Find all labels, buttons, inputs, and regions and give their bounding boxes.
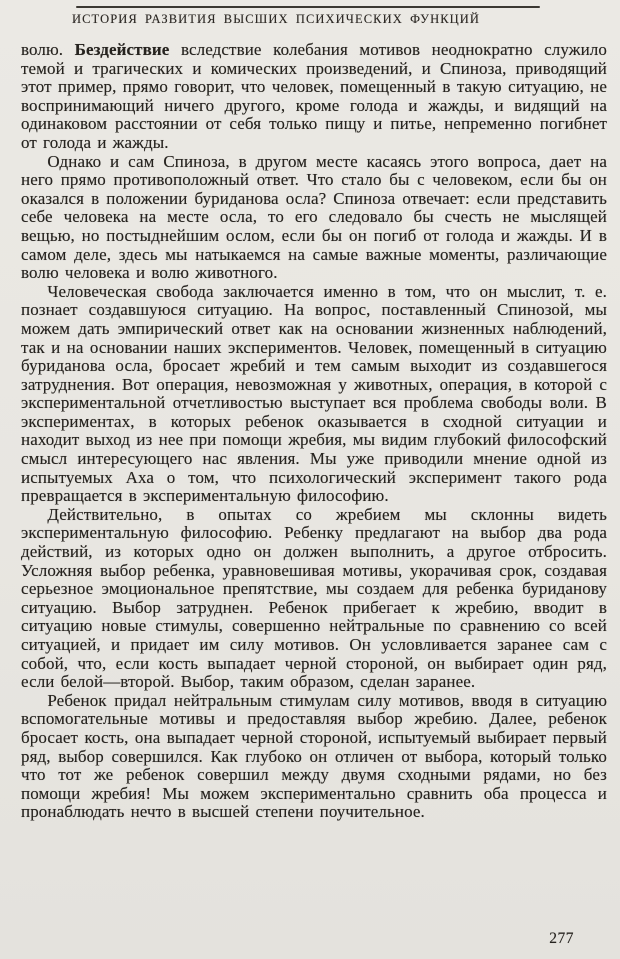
paragraph-1 bbox=[21, 41, 607, 153]
paragraph-5: Ребенок придал нейтральным стимулам силу мотивов, вводя в ситуацию вспомогательные мотивы и предоставляя выбор жребию. Далее, ребенок бросает кость, она выпадает черной стороной, испытуемый выбирает первый ряд, выбор совершился. Как глубоко он отличен от выбора, который только что тот же ребенок совершил между двумя сходными рядами, но без помощи жребия! Мы можем экспериментально сравнить оба процесса и пронаблюдать нечто в высшей степени поучительное. bbox=[21, 690, 607, 822]
header-rule bbox=[76, 6, 540, 8]
paragraph-1-lead: волю. bbox=[21, 40, 75, 59]
paragraph-1-rest: вследствие колебания мотивов неоднократно служило темой и трагических и комических произведений, и Спиноза, приводящий этот пример, прямо говорит, что человек, помещенный в такую ситуацию, не воспринимающий ничего другого, кроме голода и жажды, и видящий на одинаковом расстоянии от себя только пищу и питье, непременно погибнет от голода и жажды. bbox=[21, 40, 607, 152]
paragraph-4: Действительно, в опытах со жребием мы склонны видеть экспериментальную философию. Ребенку предлагают на выбор два рода действий, из которых одно он должен выполнить, а другое отбросить. Усложняя выбор ребенка, уравновешивая мотивы, укорачивая срок, создавая серьезное эмоциональное препятствие, мы создаем для ребенка буриданову ситуацию. Выбор затруднен. Ребенок прибегает к жребию, вводит в ситуацию новые стимулы, совершенно нейтральные по сравнению со всей ситуацией, и придает им силу мотивов. Он условливается заранее сам с собой, что, если кость выпадает черной стороной, он выбирает один ряд, если белой—второй. Выбор, таким образом, сделан заранее. bbox=[21, 504, 607, 692]
paragraph-3: Человеческая свобода заключается именно в том, что он мыслит, т. е. познает создавшуюся ситуацию. На вопрос, поставленный Спинозой, мы можем дать эмпирический ответ как на основании жизненных наблюдений, так и на основании наших экспериментов. Человек, помещенный в ситуацию буриданова осла, бросает жребий и тем самым выходит из создавшегося затруднения. Вот операция, невозможная у животных, операция, в которой с экспериментальной отчетливостью выступает вся проблема свободы воли. В экспериментах, в которых ребенок оказывается в сходной ситуации и находит выход из нее при помощи жребия, мы видим глубокий философский смысл интересующего нас явления. Мы уже приводили мнение одной из испытуемых Аха о том, что психологический эксперимент такого рода превращается в экспериментальную философию. bbox=[21, 281, 607, 506]
body-text bbox=[21, 41, 607, 822]
running-header-title: ИСТОРИЯ РАЗВИТИЯ ВЫСШИХ ПСИХИЧЕСКИХ ФУНКЦИЙ bbox=[71, 12, 481, 26]
paragraph-1-bold-term: Бездействие bbox=[74, 40, 170, 59]
paragraph-2: Однако и сам Спиноза, в другом месте касаясь этого вопроса, дает на него прямо противоположный ответ. Что стало бы с человеком, если бы он оказался в положении буриданова осла? Спиноза отвечает: если представить себе человека на месте осла, то его следовало бы счесть не мыслящей вещью, но постыднейшим ослом, если бы он погиб от голода и жажды. И в самом деле, здесь мы натыкаемся на самые важные моменты, различающие волю человека и волю животного. bbox=[21, 151, 607, 283]
page-number: 277 bbox=[549, 930, 574, 947]
